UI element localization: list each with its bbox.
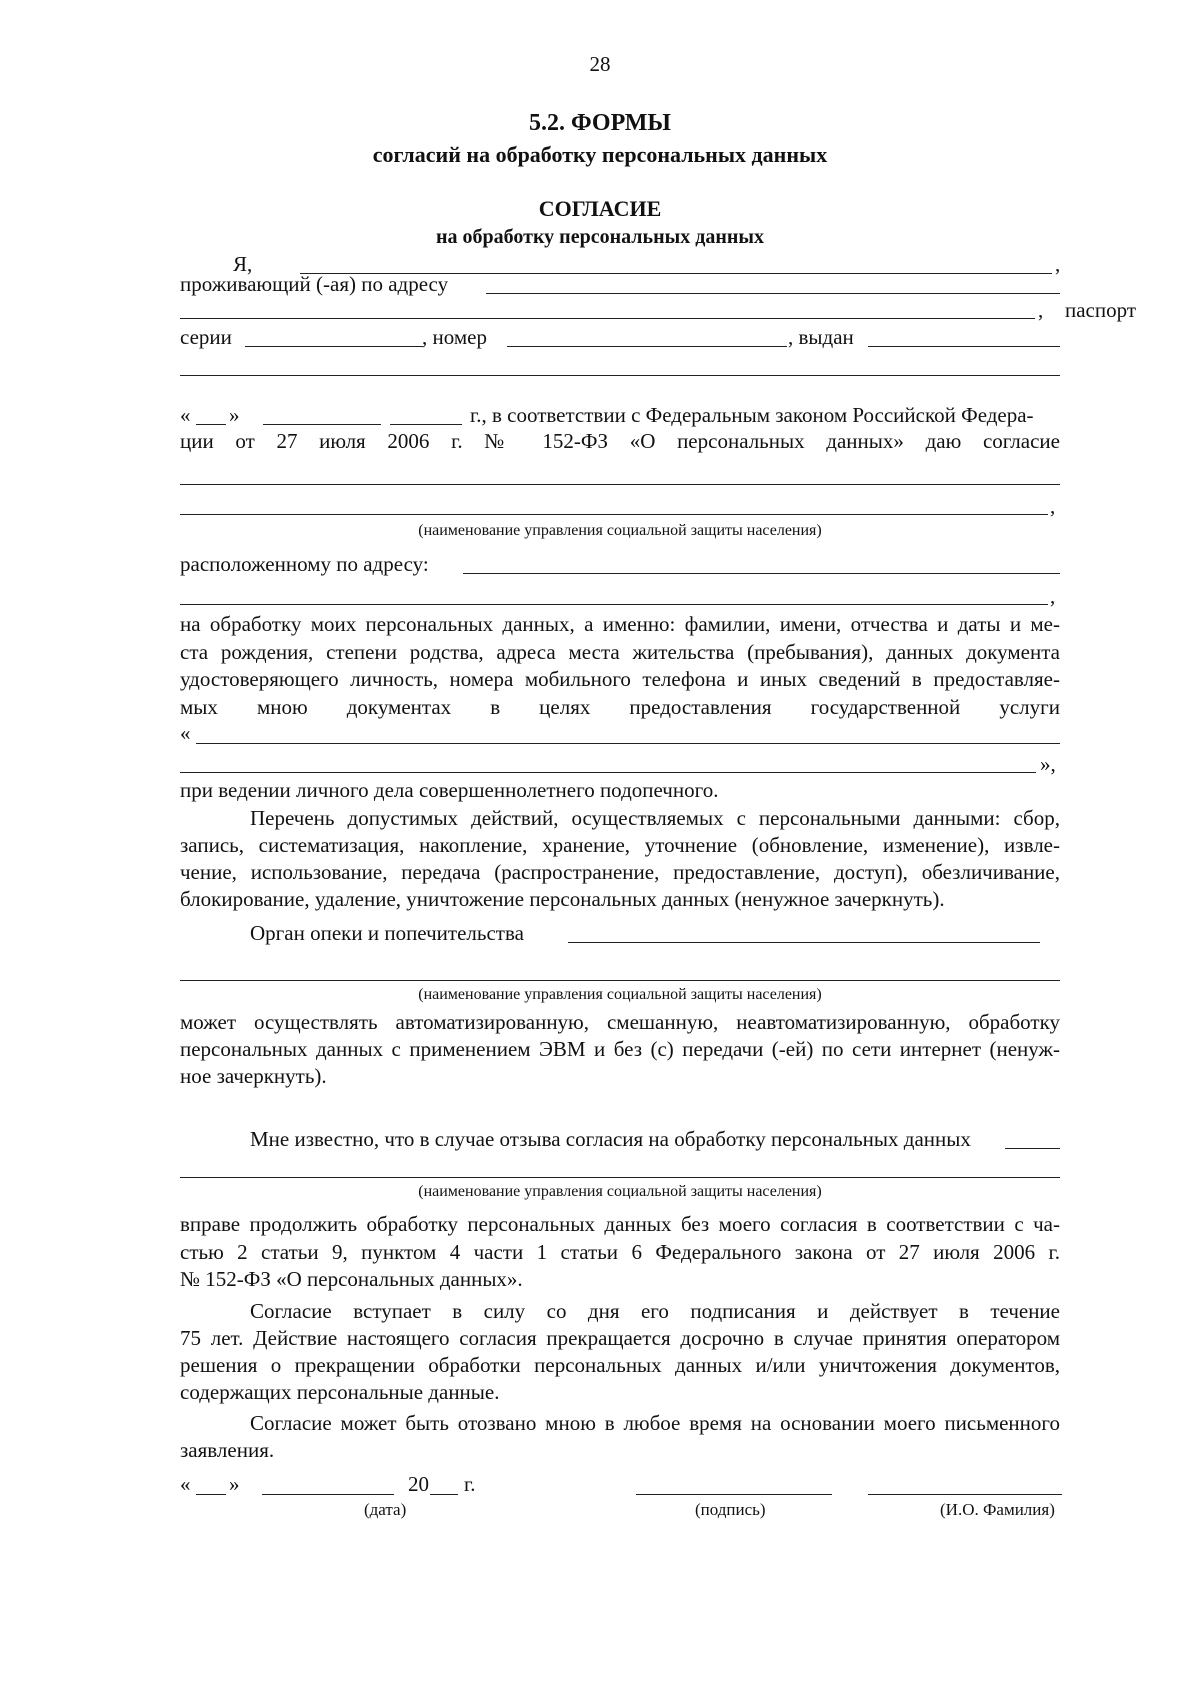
validity-text-line: Согласие вступает в силу со дня его подписания и действует в течение (250, 1299, 1060, 1323)
issue-month-field[interactable] (263, 424, 381, 425)
page-number: 28 (589, 52, 611, 76)
section-title: 5.2. ФОРМЫ (529, 110, 671, 136)
sign-year-field[interactable] (430, 1494, 458, 1495)
guardian-field-2[interactable] (180, 980, 1060, 981)
validity-text-line: решения о прекращении обработки персональных данных и/или уничтожения документов, (180, 1353, 1060, 1377)
issue-year-field[interactable] (390, 424, 462, 425)
comma: , (1050, 494, 1056, 518)
withdrawal-agency-field-2[interactable] (180, 1177, 1060, 1178)
date-caption: (дата) (364, 1500, 407, 1519)
comma: , (1050, 584, 1056, 608)
number-label: , номер (422, 325, 487, 349)
agency-caption-1: (наименование управления социальной защиты населения) (418, 522, 822, 539)
service-name-field-2[interactable] (180, 772, 1036, 773)
passport-label: паспорт (1065, 298, 1137, 322)
located-label: расположенному по адресу: (180, 552, 429, 576)
issued-by-field-1[interactable] (868, 346, 1060, 347)
address-label: проживающий (-ая) по адресу (180, 272, 449, 296)
section-subtitle: согласий на обработку персональных данных (372, 142, 828, 167)
guardian-field-1[interactable] (568, 942, 1040, 943)
quote-close: » (229, 1472, 240, 1496)
comma: , (1038, 298, 1044, 322)
actions-text-line: запись, систематизация, накопление, хранение, уточнение (обновление, изменение), извле- (180, 833, 1060, 857)
signature-field[interactable] (636, 1494, 832, 1495)
address-field-1[interactable] (486, 293, 1060, 294)
law-ref-text-line: вправе продолжить обработку персональных данных без моего согласия в соответствии с ча- (180, 1212, 1060, 1236)
guardian-label: Орган опеки и попечительства (250, 921, 524, 945)
consent-text-line: мых мною документах в целях предоставления государственной услуги (180, 695, 1060, 719)
quote-open: « (180, 1472, 191, 1496)
passport-series-field[interactable] (245, 346, 423, 347)
consent-text-line: удостоверяющего личность, номера мобильного телефона и иных сведений в предоставляе- (180, 667, 1060, 691)
actions-text-line: чение, использование, передача (распространение, предоставление, доступ), обезличивание, (180, 860, 1060, 884)
form-subtitle: на обработку персональных данных (436, 226, 764, 248)
validity-text-line: 75 лет. Действие настоящего согласия прекращается досрочно в случае принятия оператором (180, 1326, 1060, 1350)
address-field-2[interactable] (180, 318, 1035, 319)
validity-text-line: содержащих персональные данные. (180, 1380, 500, 1404)
agency-name-field-2[interactable] (180, 514, 1048, 515)
issue-day-field[interactable] (196, 424, 226, 425)
withdrawal-text: Мне известно, что в случае отзыва согласия на обработку персональных данных (250, 1127, 971, 1151)
actions-text-line: Перечень допустимых действий, осуществляемых с персональными данными: сбор, (250, 806, 1060, 830)
consent-text-line: при ведении личного дела совершеннолетнего подопечного. (180, 778, 719, 802)
processing-text-line: ное зачеркнуть). (180, 1064, 327, 1088)
sign-month-field[interactable] (262, 1494, 394, 1495)
issued-by-field-2[interactable] (180, 375, 1060, 376)
consent-text-line: ста рождения, степени родства, адреса места жительства (пребывания), данных документа (180, 640, 1060, 664)
quote-open: « (180, 403, 191, 427)
series-label: серии (180, 325, 232, 349)
law-line-1: г., в соответствии с Федеральным законом Российской Федера- (470, 403, 1034, 427)
law-line-2: ции от 27 июля 2006 г. № 152-ФЗ «О персональных данных» даю согласие (180, 429, 1060, 453)
revocation-text-line: Согласие может быть отозвано мною в любое время на основании моего письменного (250, 1411, 1060, 1435)
comma: , (1055, 252, 1061, 276)
agency-address-field-2[interactable] (180, 604, 1048, 605)
actions-text-line: блокирование, удаление, уничтожение персональных данных (ненужное зачеркнуть). (180, 887, 945, 911)
signature-caption: (подпись) (695, 1500, 766, 1519)
form-title: СОГЛАСИЕ (538, 196, 662, 221)
agency-caption-3: (наименование управления социальной защиты населения) (418, 1183, 822, 1200)
law-ref-text-line: стью 2 статьи 9, пунктом 4 части 1 статьи 6 Федерального закона от 27 июля 2006 г. (180, 1240, 1060, 1264)
revocation-text-line: заявления. (180, 1438, 275, 1462)
label-ya: Я, (233, 252, 253, 276)
quote-close: » (229, 403, 240, 427)
agency-caption-2: (наименование управления социальной защиты населения) (418, 986, 822, 1003)
processing-text-line: персональных данных с применением ЭВМ и без (с) передачи (-ей) по сети интернет (ненуж- (180, 1037, 1060, 1061)
consent-text-line: на обработку моих персональных данных, а именно: фамилии, имени, отчества и даты и ме- (180, 612, 1060, 636)
withdrawal-agency-field-1[interactable] (1005, 1148, 1060, 1149)
quote-close: », (1040, 752, 1056, 776)
issued-label: , выдан (788, 325, 854, 349)
agency-name-field-1[interactable] (180, 484, 1060, 485)
service-name-field-1[interactable] (196, 743, 1060, 744)
agency-address-field-1[interactable] (463, 573, 1060, 574)
passport-number-field[interactable] (507, 346, 787, 347)
law-ref-text-line: № 152-ФЗ «О персональных данных». (180, 1267, 523, 1291)
sign-day-field[interactable] (196, 1494, 226, 1495)
year-suffix: г. (464, 1472, 476, 1496)
name-caption: (И.О. Фамилия) (940, 1500, 1055, 1519)
processing-text-line: может осуществлять автоматизированную, смешанную, неавтоматизированную, обработку (180, 1010, 1060, 1034)
full-name-short-field[interactable] (868, 1494, 1062, 1495)
year-prefix: 20 (408, 1472, 429, 1496)
quote-open: « (180, 721, 191, 745)
